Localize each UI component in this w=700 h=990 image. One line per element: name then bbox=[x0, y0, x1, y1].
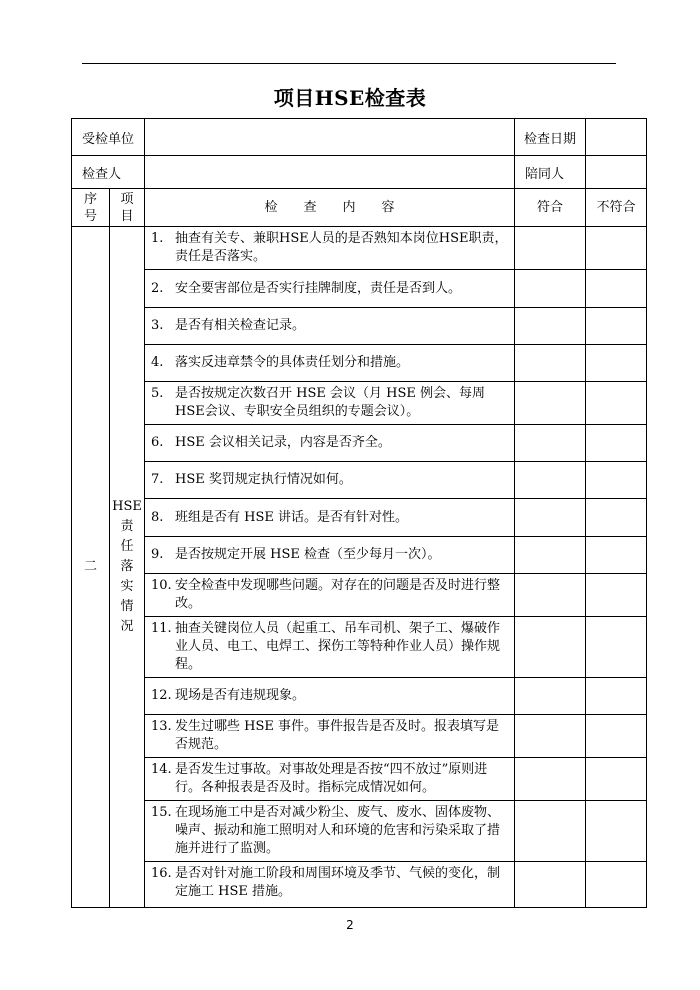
nonconform-cell[interactable] bbox=[586, 308, 647, 345]
item-content bbox=[145, 574, 515, 617]
inspection-date-field[interactable] bbox=[586, 119, 647, 156]
conform-cell[interactable] bbox=[515, 715, 586, 758]
accompanying-label: 陪同人 bbox=[515, 156, 586, 189]
item-number: 12. bbox=[151, 688, 172, 703]
section-title-char: 任 bbox=[120, 539, 134, 554]
nonconform-cell[interactable] bbox=[586, 499, 647, 537]
item-text: HSE 会议相关记录，内容是否齐全。 bbox=[175, 435, 391, 450]
nonconform-cell[interactable] bbox=[586, 382, 647, 425]
section-number: 二 bbox=[72, 227, 110, 908]
item-row bbox=[72, 227, 647, 270]
item-row bbox=[72, 425, 647, 462]
item-text: 是否对针对施工阶段和周围环境及季节、气候的变化，制定施工 HSE 措施。 bbox=[175, 866, 501, 899]
item-content bbox=[145, 345, 515, 382]
conform-cell[interactable] bbox=[515, 270, 586, 308]
conform-cell[interactable] bbox=[515, 801, 586, 862]
conform-cell[interactable] bbox=[515, 345, 586, 382]
item-row bbox=[72, 382, 647, 425]
conform-cell[interactable] bbox=[515, 678, 586, 715]
item-number: 5. bbox=[151, 386, 164, 401]
item-text: 现场是否有违规现象。 bbox=[175, 688, 306, 703]
nonconform-cell[interactable] bbox=[586, 715, 647, 758]
item-text: 安全检查中发现哪些问题。对存在的问题是否及时进行整改。 bbox=[175, 578, 501, 611]
item-content bbox=[145, 499, 515, 537]
inspector-label: 检查人 bbox=[72, 156, 145, 189]
item-number: 6. bbox=[151, 435, 164, 450]
conform-cell[interactable] bbox=[515, 758, 586, 801]
item-row bbox=[72, 499, 647, 537]
conform-cell[interactable] bbox=[515, 617, 586, 678]
item-row bbox=[72, 574, 647, 617]
item-text: HSE 奖罚规定执行情况如何。 bbox=[175, 472, 352, 487]
nonconform-cell[interactable] bbox=[586, 537, 647, 574]
nonconform-cell[interactable] bbox=[586, 425, 647, 462]
item-text: 抽查关键岗位人员（起重工、吊车司机、架子工、爆破作业人员、电工、电焊工、探伤工等特种作业人员）操作规程。 bbox=[175, 621, 501, 672]
item-row bbox=[72, 758, 647, 801]
item-text: 班组是否有 HSE 讲话。是否有针对性。 bbox=[175, 509, 409, 525]
conform-cell[interactable] bbox=[515, 537, 586, 574]
col-conform-header: 符合 bbox=[515, 189, 586, 227]
item-content bbox=[145, 425, 515, 462]
item-number: 4. bbox=[151, 355, 164, 370]
inspected-unit-row bbox=[72, 119, 647, 156]
conform-cell[interactable] bbox=[515, 308, 586, 345]
hse-inspection-table bbox=[71, 118, 647, 908]
item-text: 落实反违章禁令的具体责任划分和措施。 bbox=[175, 355, 410, 370]
item-number: 14. bbox=[151, 762, 172, 777]
item-number: 2. bbox=[151, 280, 164, 296]
item-content bbox=[145, 462, 515, 499]
item-row bbox=[72, 862, 647, 908]
item-content bbox=[145, 801, 515, 862]
item-number: 15. bbox=[151, 805, 172, 820]
page-title: 项目HSE检查表 bbox=[273, 86, 427, 110]
item-row bbox=[72, 678, 647, 715]
section-title-char: 况 bbox=[120, 619, 134, 634]
item-row bbox=[72, 345, 647, 382]
conform-cell[interactable] bbox=[515, 499, 586, 537]
col-content-header: 检查内容 bbox=[145, 189, 515, 227]
section-title bbox=[110, 227, 145, 908]
section-title-char: 责 bbox=[120, 519, 134, 534]
col-seq-header: 序 号 bbox=[72, 189, 110, 227]
item-row bbox=[72, 537, 647, 574]
header-rule bbox=[82, 63, 616, 64]
section-title-char: 落 bbox=[120, 559, 134, 574]
item-content bbox=[145, 617, 515, 678]
item-row bbox=[72, 715, 647, 758]
conform-cell[interactable] bbox=[515, 382, 586, 425]
item-number: 8. bbox=[151, 509, 164, 525]
item-content bbox=[145, 382, 515, 425]
item-content bbox=[145, 270, 515, 308]
nonconform-cell[interactable] bbox=[586, 862, 647, 908]
nonconform-cell[interactable] bbox=[586, 227, 647, 270]
item-content bbox=[145, 758, 515, 801]
item-number: 16. bbox=[151, 866, 172, 881]
section-title-char: 情 bbox=[120, 599, 134, 614]
conform-cell[interactable] bbox=[515, 862, 586, 908]
conform-cell[interactable] bbox=[515, 574, 586, 617]
item-text: 是否发生过事故。对事故处理是否按“四不放过”原则进行。各种报表是否及时。指标完成情况如何。 bbox=[175, 762, 488, 795]
item-number: 11. bbox=[151, 621, 172, 636]
item-row bbox=[72, 308, 647, 345]
inspector-row bbox=[72, 156, 647, 189]
conform-cell[interactable] bbox=[515, 227, 586, 270]
nonconform-cell[interactable] bbox=[586, 462, 647, 499]
item-number: 3. bbox=[151, 318, 164, 333]
inspected-unit-field[interactable] bbox=[145, 119, 515, 156]
item-number: 13. bbox=[151, 719, 172, 734]
item-content bbox=[145, 227, 515, 270]
section-title-char: HSE bbox=[112, 499, 142, 514]
item-text: 安全要害部位是否实行挂牌制度，责任是否到人。 bbox=[175, 280, 462, 296]
item-row bbox=[72, 801, 647, 862]
item-row bbox=[72, 270, 647, 308]
item-number: 10. bbox=[151, 578, 172, 593]
nonconform-cell[interactable] bbox=[586, 678, 647, 715]
inspected-unit-label: 受检单位 bbox=[72, 119, 145, 156]
accompanying-field[interactable] bbox=[586, 156, 647, 189]
nonconform-cell[interactable] bbox=[586, 617, 647, 678]
item-text: 是否按规定次数召开 HSE 会议（月 HSE 例会、每周HSE会议、专职安全员组织的专题会议）。 bbox=[175, 386, 486, 419]
item-content bbox=[145, 862, 515, 908]
item-content bbox=[145, 537, 515, 574]
page-number: 2 bbox=[346, 918, 354, 932]
item-number: 7. bbox=[151, 472, 164, 487]
inspector-field[interactable] bbox=[145, 156, 515, 189]
nonconform-cell[interactable] bbox=[586, 345, 647, 382]
column-header-row bbox=[72, 189, 647, 227]
item-row bbox=[72, 462, 647, 499]
nonconform-cell[interactable] bbox=[586, 574, 647, 617]
item-text: 抽查有关专、兼职HSE人员的是否熟知本岗位HSE职责，责任是否落实。 bbox=[175, 231, 508, 264]
item-content bbox=[145, 678, 515, 715]
item-text: 是否按规定开展 HSE 检查（至少每月一次）。 bbox=[175, 547, 441, 562]
item-number: 1. bbox=[151, 231, 164, 246]
nonconform-cell[interactable] bbox=[586, 801, 647, 862]
item-number: 9. bbox=[151, 547, 164, 562]
col-item-header: 项 目 bbox=[110, 189, 145, 227]
item-content bbox=[145, 715, 515, 758]
item-row bbox=[72, 617, 647, 678]
conform-cell[interactable] bbox=[515, 462, 586, 499]
item-text: 是否有相关检查记录。 bbox=[175, 318, 306, 333]
inspection-date-label: 检查日期 bbox=[515, 119, 586, 156]
item-text: 发生过哪些 HSE 事件。事件报告是否及时。报表填写是否规范。 bbox=[175, 719, 500, 752]
section-title-char: 实 bbox=[120, 579, 134, 594]
nonconform-cell[interactable] bbox=[586, 758, 647, 801]
item-text: 在现场施工中是否对减少粉尘、废气、废水、固体废物、噪声、振动和施工照明对人和环境的危害和污染采取了措施并进行了监测。 bbox=[175, 805, 501, 856]
col-nonconform-header: 不符合 bbox=[586, 189, 647, 227]
conform-cell[interactable] bbox=[515, 425, 586, 462]
nonconform-cell[interactable] bbox=[586, 270, 647, 308]
item-content bbox=[145, 308, 515, 345]
